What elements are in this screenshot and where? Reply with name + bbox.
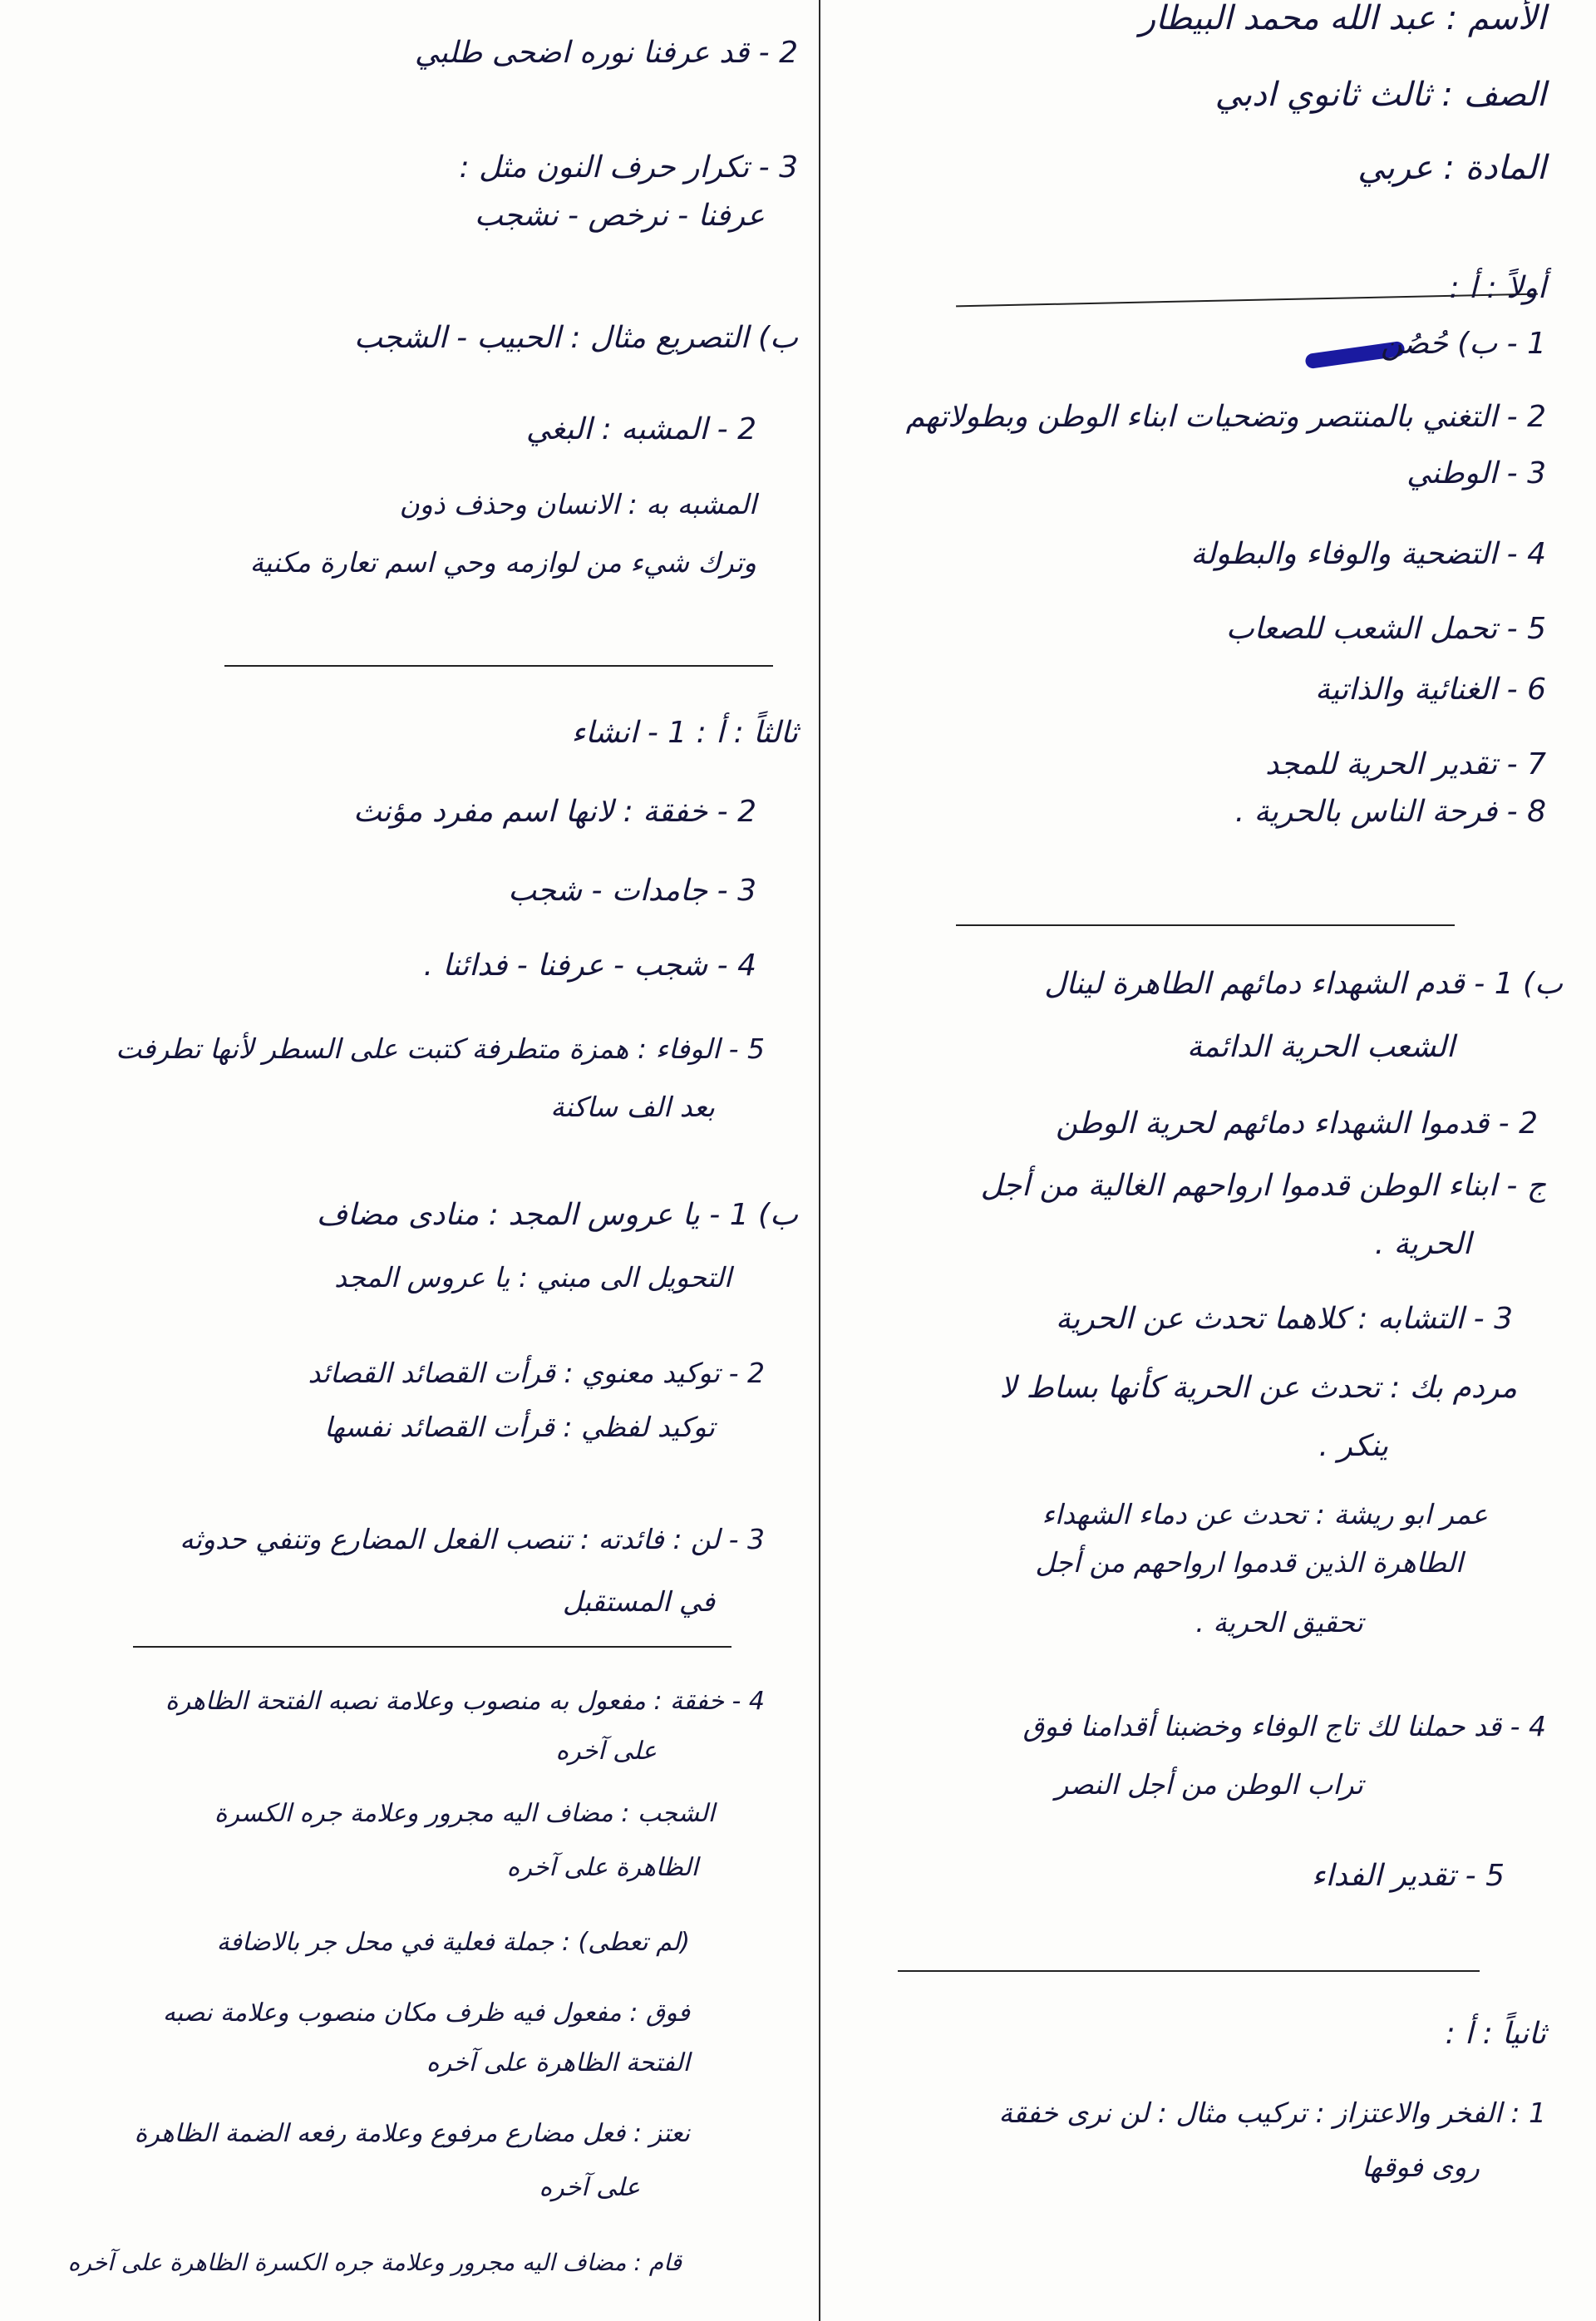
answer-3a-4: 4 - شجب - عرفنا - فدائنا . bbox=[423, 949, 756, 983]
answer-3b-2: 2 - توكيد معنوي : قرأت القصائد القصائد bbox=[308, 1357, 765, 1389]
answer-1b-1: ب) 1 - قدم الشهداء دمائهم الطاهرة لينال bbox=[1044, 967, 1563, 1001]
answer-left-b-2-mushabbah: المشبه به : الانسان وحذف ذون bbox=[399, 488, 756, 520]
answer-3b-2-cont: توكيد لفظي : قرأت القصائد نفسها bbox=[323, 1411, 715, 1443]
answer-1b-3-mardam: مردم بك : تحدث عن الحرية كأنها بساط لا bbox=[999, 1371, 1517, 1405]
answer-1a-7: 7 - تقدير الحرية للمجد bbox=[1265, 747, 1546, 781]
answer-3b-4-shajab: الشجب : مضاف اليه مجرور وعلامة جره الكسرة bbox=[214, 1799, 715, 1828]
rule-2 bbox=[956, 924, 1455, 926]
answer-1a-5: 5 - تحمل الشعب للصعاب bbox=[1225, 612, 1546, 646]
section-2-heading: ثانياً : أ : bbox=[1445, 2017, 1546, 2051]
answer-1a-2: 2 - التغني بالمنتصر وتضحيات ابناء الوطن وبطولاتهم bbox=[905, 400, 1546, 434]
answer-3b-3: 3 - لن : فائدته : تنصب الفعل المضارع وتنفي حدوثه bbox=[180, 1523, 765, 1555]
answer-3b-4: 4 - خفقة : مفعول به منصوب وعلامة نصبه الفتحة الظاهرة bbox=[165, 1687, 765, 1716]
answer-left-b-2-cont: وترك شيء من لوازمه وحي اسم تعارة مكنية bbox=[249, 546, 756, 579]
answer-3a-5: 5 - الوفاء : همزة متطرفة كتبت على السطر لأنها تطرفت bbox=[116, 1032, 765, 1065]
answer-1b-4-cont: تراب الوطن من أجل النصر bbox=[1055, 1768, 1363, 1801]
answer-1b-3-omar-cont: الطاهرة الذين قدموا ارواحهم من أجل bbox=[1035, 1546, 1463, 1579]
answer-1a-8: 8 - فرحة الناس بالحرية . bbox=[1234, 795, 1546, 829]
answer-1a-6: 6 - الغنائية والذاتية bbox=[1314, 673, 1546, 707]
answer-2a-1: 1 : الفخر والاعتزاز : تركيب مثال : لن نرى خفقة bbox=[998, 2097, 1546, 2129]
answer-left-b-2: 2 - المشبه : البغي bbox=[525, 412, 756, 446]
student-name: الأسم : عبد الله محمد البيطار bbox=[1139, 0, 1546, 37]
answer-3a-2: 2 - خفقة : لانها اسم مفرد مؤنث bbox=[353, 795, 756, 829]
section-3-heading: ثالثاً : أ : 1 - انشاء bbox=[571, 716, 798, 750]
answer-1b-2c-cont: الحرية . bbox=[1374, 1227, 1471, 1261]
answer-1a-4: 4 - التضحية والوفاء والبطولة bbox=[1190, 537, 1546, 571]
answer-3b-4-shajab-cont: الظاهرة على آخره bbox=[506, 1853, 698, 1882]
answer-3b-4-na3tazz-cont: على آخره bbox=[539, 2173, 640, 2202]
rule-left-2 bbox=[133, 1646, 732, 1648]
answer-1b-2: 2 - قدموا الشهداء دمائهم لحرية الوطن bbox=[1056, 1106, 1538, 1141]
section-1-heading: أولاً : أ : bbox=[1449, 271, 1546, 305]
answer-1a-1: 1 - ب) حُصُن bbox=[1380, 327, 1546, 361]
answer-left-2: 2 - قد عرفنا نوره اضحى طلبي bbox=[414, 36, 798, 70]
answer-1b-4: 4 - قد حملنا لك تاج الوفاء وخضبنا أقدامنا فوق bbox=[1022, 1710, 1546, 1742]
answer-3b-4-fawq-cont: الفتحة الظاهرة على آخره bbox=[426, 2048, 690, 2077]
answer-3b-4-na3tazz: نعتز : فعل مضارع مرفوع وعلامة رفعه الضمة الظاهرة bbox=[134, 2119, 690, 2148]
answer-2a-1-cont: روى فوقها bbox=[1361, 2151, 1480, 2183]
answer-left-3: 3 - تكرار حرف النون مثل : bbox=[459, 150, 798, 185]
answer-3b-4-fawq: فوق : مفعول فيه ظرف مكان منصوب وعلامة نصبه bbox=[162, 1998, 690, 2028]
answer-3b-4-qaam: قام : مضاف اليه مجرور وعلامة جره الكسرة الظاهرة على آخره bbox=[67, 2249, 682, 2276]
answer-1a-3: 3 - الوطني bbox=[1406, 456, 1546, 490]
answer-3a-5-cont: بعد الف ساكنة bbox=[550, 1091, 715, 1123]
subject-label: المادة : عربي bbox=[1357, 149, 1546, 187]
answer-1b-2c: ج - ابناء الوطن قدموا ارواحهم الغالية من أجل bbox=[980, 1169, 1546, 1203]
answer-3b-4-lam: (لم تعطى) : جملة فعلية في محل جر بالاضافة bbox=[216, 1928, 690, 1957]
answer-3b-4-cont: على آخره bbox=[555, 1737, 657, 1766]
answer-3b-3-cont: في المستقبل bbox=[562, 1585, 715, 1618]
answer-left-b-tasree: ب) التصريع مثال : الحبيب - الشجب bbox=[353, 321, 798, 355]
answer-1b-1-cont: الشعب الحرية الدائمة bbox=[1186, 1030, 1455, 1064]
answer-1b-3: 3 - التشابه : كلاهما تحدث عن الحرية bbox=[1055, 1302, 1513, 1336]
answer-1b-3-omar-cont2: تحقيق الحرية . bbox=[1195, 1606, 1363, 1638]
answer-1b-5: 5 - تقدير الفداء bbox=[1311, 1859, 1505, 1893]
answer-3b-1-cont: التحويل الى مبني : يا عروس المجد bbox=[334, 1261, 732, 1294]
answer-3a-3: 3 - جامدات - شجب bbox=[508, 874, 756, 908]
answer-3b-1: ب) 1 - يا عروس المجد : منادى مضاف bbox=[316, 1198, 798, 1232]
column-divider bbox=[819, 0, 820, 2321]
rule-left-1 bbox=[224, 665, 773, 667]
answer-1b-3-omar: عمر ابو ريشة : تحدث عن دماء الشهداء bbox=[1042, 1498, 1488, 1530]
answer-1b-3-mardam-cont: ينكر . bbox=[1318, 1429, 1388, 1463]
rule-3 bbox=[898, 1970, 1480, 1972]
student-class: الصف : ثالث ثانوي ادبي bbox=[1214, 76, 1546, 114]
answer-left-3-cont: عرفنا - نرخص - نشجب bbox=[474, 199, 765, 233]
